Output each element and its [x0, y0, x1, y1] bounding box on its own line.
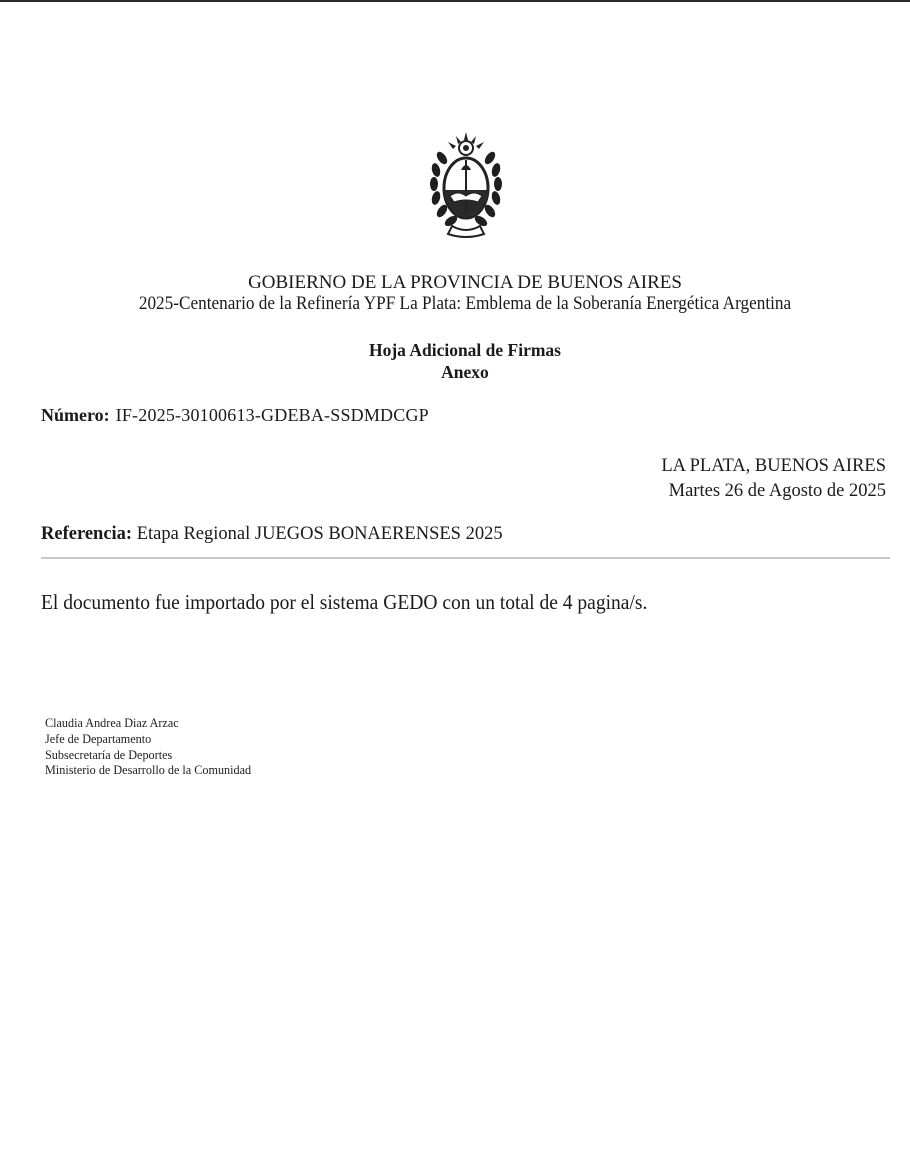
signer-office: Subsecretaría de Deportes [45, 747, 173, 762]
signer-name: Claudia Andrea Diaz Arzac [45, 716, 179, 730]
reference-value: Etapa Regional JUEGOS BONAERENSES 2025 [136, 524, 503, 544]
document-subtitle: Anexo [441, 362, 489, 382]
institutional-motto: 2025-Centenario de la Refinería YPF La Plata: Emblema de la Soberanía Energética Argentina [138, 294, 792, 314]
place-and-date [661, 454, 886, 504]
document-number-label: Número: [41, 405, 110, 425]
date: Martes 26 de Agosto de 2025 [668, 481, 886, 501]
divider [41, 557, 890, 559]
document-number [41, 405, 429, 426]
document-number-value: IF-2025-30100613-GDEBA-SSDMDCGP [115, 405, 429, 425]
body-text: El documento fue importado por el sistema GEDO con un total de 4 pagina/s. [41, 590, 648, 614]
reference-label: Referencia: [41, 524, 133, 544]
place: LA PLATA, BUENOS AIRES [661, 456, 886, 476]
signature-block [45, 716, 251, 779]
page-top-border [0, 0, 910, 2]
document-title: Hoja Adicional de Firmas [368, 340, 561, 360]
signer-ministry: Ministerio de Desarrollo de la Comunidad [45, 763, 252, 778]
reference [41, 524, 503, 545]
coat-of-arms-icon [428, 130, 504, 242]
government-name: GOBIERNO DE LA PROVINCIA DE BUENOS AIRES [248, 272, 682, 293]
signer-role: Jefe de Departamento [45, 731, 152, 746]
